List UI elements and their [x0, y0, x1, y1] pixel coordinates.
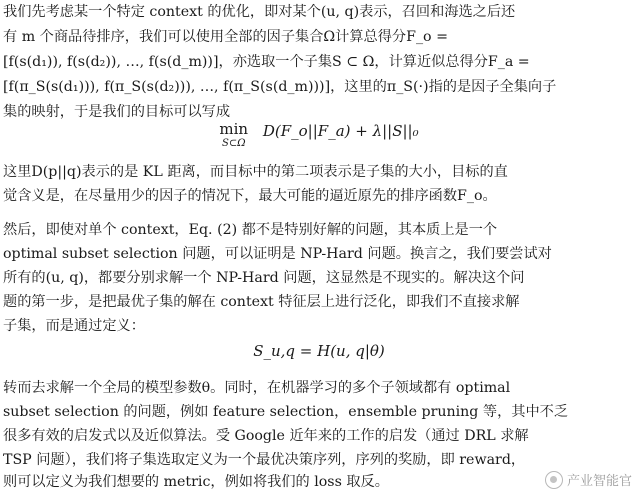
- paragraph-1-line-1: 我们先考虑某一个特定 context 的优化，即对某个(u, q)表示，召回和海选之后还: [3, 4, 516, 20]
- watermark: [545, 470, 632, 489]
- paragraph-4-line-2: subset selection 的问题，例如 feature selection，ensemble pruning 等，其中不乏: [3, 404, 569, 420]
- watermark-text: 产业智能官: [566, 474, 632, 489]
- min-operator: min S⊂Ω: [219, 120, 249, 149]
- paragraph-4-line-1: 转而去求解一个全局的模型参数θ。同时，在机器学习的多个子领域都有 optimal: [3, 380, 511, 396]
- paragraph-3-line-3: 所有的(u, q)，都要分别求解一个 NP-Hard 问题，这显然是不现实的。解决这个问: [3, 270, 525, 286]
- paragraph-3-line-2: optimal subset selection 问题，可以证明是 NP-Hard 问题。换言之，我们要尝试对: [3, 246, 552, 262]
- paragraph-4-line-3: 很多有效的启发式以及近似算法。受 Google 近年来的工作的启发（通过 DRL 求解: [3, 428, 529, 444]
- paragraph-1-line-4: [f(π_S(s(d₁))), f(π_S(s(d₂))), …, f(π_S(s(d_m)))]，这里的π_S(·)指的是因子全集向子: [3, 79, 557, 95]
- objective-formula: [3, 120, 635, 150]
- paragraph-1-line-2: 有 m 个商品待排序，我们可以使用全部的因子集合Ω计算总得分F_o =: [3, 29, 448, 45]
- paragraph-1-line-5: 集的映射，于是我们的目标可以写成: [3, 104, 231, 120]
- subset-definition-formula: S_u,q = H(u, q|θ): [253, 342, 385, 360]
- paragraph-4-line-4: TSP 问题），我们将子集选取定义为一个最优决策序列，序列的奖励，即 reward，: [3, 452, 526, 468]
- paragraph-4-line-5: 则可以定义为我们想要的 metric，例如将我们的 loss 取反。: [3, 474, 389, 490]
- paragraph-3-line-5: 子集，而是通过定义：: [3, 318, 145, 334]
- objective-expression: D(F_o||F_a) + λ||S||₀: [262, 122, 419, 140]
- wechat-icon: [545, 471, 563, 489]
- paragraph-2-line-1: 这里D(p||q)表示的是 KL 距离，而目标中的第二项表示是子集的大小，目标的直: [3, 164, 508, 180]
- paragraph-3-line-1: 然后，即使对单个 context，Eq. (2) 都不是特别好解的问题，其本质上是一个: [3, 222, 498, 238]
- paragraph-1-line-3: [f(s(d₁)), f(s(d₂)), …, f(s(d_m))]，亦选取一个子集S ⊂ Ω，计算近似总得分F_a =: [3, 54, 530, 70]
- paragraph-2-line-2: 觉含义是，在尽量用少的因子的情况下，最大可能的逼近原先的排序函数F_o。: [3, 188, 497, 204]
- paragraph-3-line-4: 题的第一步，是把最优子集的解在 context 特征层上进行泛化，即我们不直接求解: [3, 294, 520, 310]
